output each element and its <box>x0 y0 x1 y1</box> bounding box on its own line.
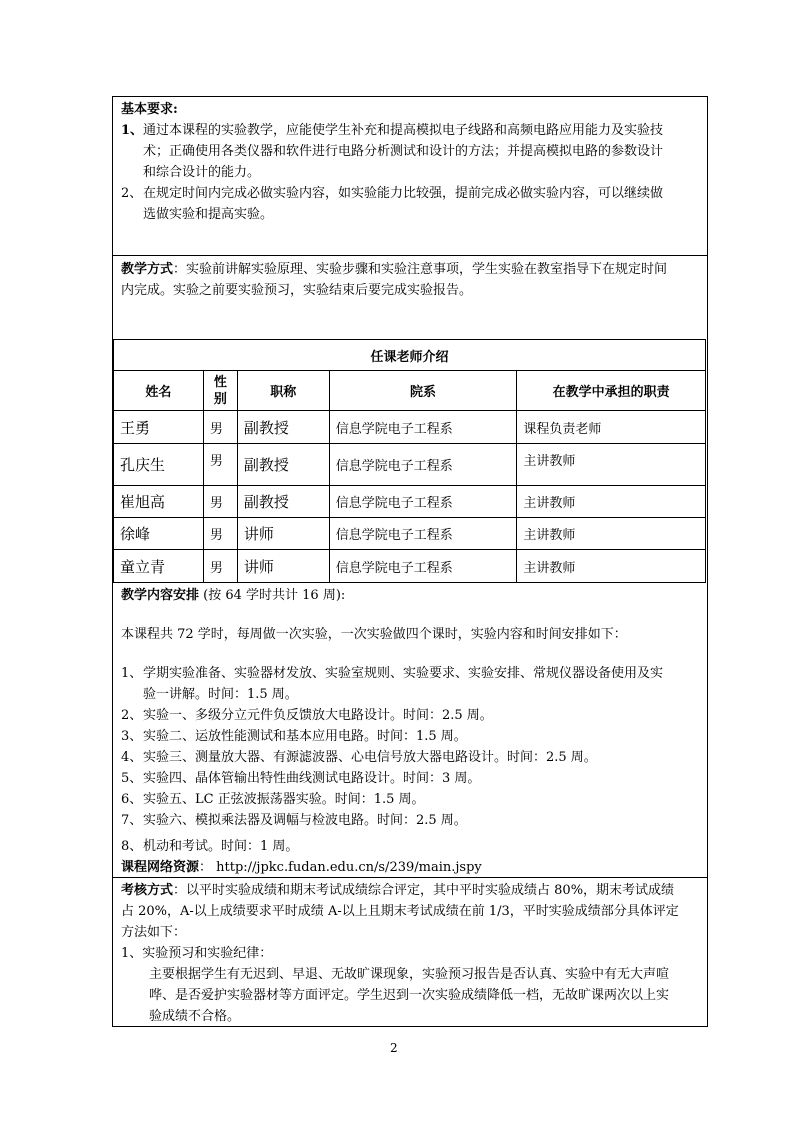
resources-heading: 课程网络资源 <box>121 860 200 875</box>
teacher-dept: 信息学院电子工程系 <box>329 411 517 444</box>
content-item-7-line: 实验六、模拟乘法器及调幅与检波电路。时间：2.5 周。 <box>143 813 467 828</box>
teacher-name: 孔庆生 <box>114 444 204 486</box>
teacher-duty: 主讲教师 <box>517 486 706 518</box>
table-row <box>114 444 706 486</box>
assessment-text-1: ：以平时实验成绩和期末考试成绩综合评定，其中平时实验成绩占 80%，期末考试成绩 <box>173 883 675 898</box>
teacher-duty: 课程负责老师 <box>517 411 706 444</box>
teacher-dept: 信息学院电子工程系 <box>329 550 517 583</box>
teacher-dept: 信息学院电子工程系 <box>329 444 517 486</box>
table-row <box>114 550 706 583</box>
content-intro: 本课程共 72 学时，每周做一次实验，一次实验做四个课时，实验内容和时间安排如下： <box>121 627 627 642</box>
assessment-sub-line-2: 哗、是否爱护实验器材等方面评定。学生迟到一次实验成绩降低一档，无故旷课两次以上实 <box>149 988 670 1003</box>
teaching-method-line-1 <box>121 259 667 280</box>
teacher-name: 童立青 <box>114 550 204 583</box>
content-item-3-line: 实验二、运放性能测试和基本应用电路。时间：1.5 周。 <box>143 729 467 744</box>
basic-item-1-line-1: 通过本课程的实验教学，应能使学生补充和提高模拟电子线路和高频电路应用能力及实验技 <box>143 123 664 138</box>
content-item-6-line: 实验五、LC 正弦波振荡器实验。时间：1.5 周。 <box>143 792 425 807</box>
content-item-5-number: 5、 <box>121 771 143 786</box>
divider-resources <box>113 877 707 878</box>
teacher-gender: 男 <box>203 518 237 550</box>
header-dept: 院系 <box>329 371 517 411</box>
content-item-4-number: 4、 <box>121 750 143 765</box>
header-name: 姓名 <box>114 371 204 411</box>
table-row <box>114 518 706 550</box>
content-item-6-number: 6、 <box>121 792 143 807</box>
teacher-dept: 信息学院电子工程系 <box>329 518 517 550</box>
teacher-name: 王勇 <box>114 411 204 444</box>
header-rank: 职称 <box>237 371 329 411</box>
assessment-sub-line-3: 验成绩不合格。 <box>149 1009 241 1024</box>
header-gender-line-2: 别 <box>213 391 227 407</box>
assessment-line-2: 占 20%，A-以上成绩要求平时成绩 A-以上且期末考试成绩在前 1/3，平时实验成绩部分具体评定 <box>121 904 679 919</box>
assessment-heading: 考核方式 <box>121 883 174 898</box>
teachers-table-title: 任课老师介绍 <box>114 340 706 371</box>
content-item-1-line-1: 学期实验准备、实验器材发放、实验室规则、实验要求、实验安排、常规仪器设备使用及实 <box>143 666 664 681</box>
table-row <box>114 486 706 518</box>
header-gender <box>203 371 237 411</box>
teacher-name: 崔旭高 <box>114 486 204 518</box>
teacher-rank: 副教授 <box>237 444 329 486</box>
teacher-dept: 信息学院电子工程系 <box>329 486 517 518</box>
content-item-1-line-2: 验一讲解。时间：1.5 周。 <box>143 687 298 702</box>
resources-line <box>121 857 482 878</box>
basic-item-1-number: 1、 <box>121 123 144 138</box>
basic-item-1-line-3: 和综合设计的能力。 <box>143 165 261 180</box>
teacher-gender: 男 <box>203 411 237 444</box>
teacher-duty: 主讲教师 <box>517 518 706 550</box>
content-item-8-number: 8、 <box>121 839 143 854</box>
basic-item-2-line-1: 在规定时间内完成必做实验内容，如实验能力比较强，提前完成必做实验内容，可以继续做 <box>143 186 664 201</box>
resources-url[interactable]: ： http://jpkc.fudan.edu.cn/s/239/main.jspy <box>199 860 482 875</box>
assessment-line-1 <box>121 880 674 901</box>
header-duty: 在教学中承担的职责 <box>517 371 706 411</box>
content-item-8-line: 机动和考试。时间：1 周。 <box>143 839 299 854</box>
teachers-table <box>113 339 706 583</box>
content-item-2-line: 实验一、多级分立元件负反馈放大电路设计。时间：2.5 周。 <box>143 708 493 723</box>
teacher-gender: 男 <box>203 486 237 518</box>
content-item-7-number: 7、 <box>121 813 143 828</box>
teacher-gender: 男 <box>203 550 237 583</box>
teacher-gender: 男 <box>203 444 237 486</box>
assessment-sub-line-1: 主要根据学生有无迟到、早退、无故旷课现象，实验预习报告是否认真、实验中有无大声喧 <box>149 967 670 982</box>
teaching-method-text-1: ：实验前讲解实验原理、实验步骤和实验注意事项，学生实验在教室指导下在规定时间 <box>173 262 668 277</box>
teacher-duty: 主讲教师 <box>517 444 706 486</box>
teacher-rank: 副教授 <box>237 486 329 518</box>
content-item-1-number: 1、 <box>121 666 143 681</box>
teacher-duty: 主讲教师 <box>517 550 706 583</box>
content-item-4-line: 实验三、测量放大器、有源滤波器、心电信号放大器电路设计。时间：2.5 周。 <box>143 750 597 765</box>
content-item-3-number: 3、 <box>121 729 143 744</box>
teacher-name: 徐峰 <box>114 518 204 550</box>
teaching-method-heading: 教学方式 <box>121 262 174 277</box>
assessment-line-3: 方法如下： <box>121 925 187 940</box>
basic-item-2-number: 2、 <box>121 186 143 201</box>
basic-item-1-line-2: 术；正确使用各类仪器和软件进行电路分析测试和设计的方法；并提高模拟电路的参数设计 <box>143 144 664 159</box>
content-heading-note: (按 64 学时共计 16 周): <box>199 588 346 603</box>
page-number: 2 <box>390 1041 398 1055</box>
teacher-rank: 讲师 <box>237 550 329 583</box>
content-heading-line <box>121 585 345 606</box>
teaching-method-line-2: 内完成。实验之前要实验预习，实验结束后要完成实验报告。 <box>121 283 473 298</box>
document-frame <box>112 96 708 1027</box>
assessment-sub-heading: 1、实验预习和实验纪律： <box>121 946 273 961</box>
table-row <box>114 411 706 444</box>
content-heading: 教学内容安排 <box>121 588 200 603</box>
content-item-5-line: 实验四、晶体管输出特性曲线测试电路设计。时间：3 周。 <box>143 771 481 786</box>
divider-basic <box>113 255 707 256</box>
teacher-rank: 讲师 <box>237 518 329 550</box>
content-item-2-number: 2、 <box>121 708 143 723</box>
basic-requirements-heading: 基本要求: <box>121 102 178 117</box>
teacher-rank: 副教授 <box>237 411 329 444</box>
header-gender-line-1: 性 <box>213 374 227 390</box>
basic-item-2-line-2: 选做实验和提高实验。 <box>143 207 274 222</box>
